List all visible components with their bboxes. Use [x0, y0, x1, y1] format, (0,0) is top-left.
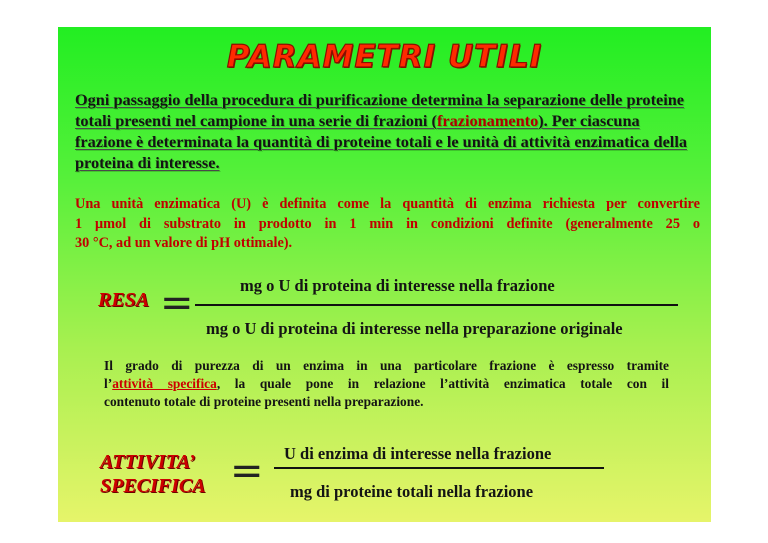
specific-activity-label [100, 450, 206, 498]
specific-activity-label-line2: SPECIFICA [100, 475, 206, 497]
intro-text-before: Ogni passaggio della procedura di purificazione determina la separazione delle proteine totali presenti nel campione in una serie di frazioni ( [75, 90, 685, 130]
purity-paragraph [104, 357, 669, 411]
intro-text-after: ). Per ciascuna frazione è determinata la quantità di proteine totali e le unità di attività enzimatica della proteina di interesse. [75, 111, 687, 172]
intro-paragraph [75, 89, 700, 173]
purity-line2 [104, 375, 669, 393]
specific-activity-term: attività specifica [112, 376, 217, 391]
unit-definition-line3: 30 °C, ad un valore di pH ottimale). [75, 235, 293, 251]
specific-activity-numerator: U di enzima di interesse nella frazione [284, 444, 552, 463]
purity-line1: Il grado di purezza di un enzima in una particolare frazione è espresso tramite [104, 358, 669, 373]
slide [58, 27, 711, 522]
resa-numerator: mg o U di proteina di interesse nella frazione [240, 276, 555, 295]
purity-line2-prefix: l’ [104, 376, 113, 391]
purity-line3: contenuto totale di proteine presenti nella preparazione. [104, 394, 424, 409]
intro-highlight: frazionamento [436, 111, 539, 130]
slide-title: PARAMETRI UTILI [226, 39, 543, 75]
specific-activity-label-line1: ATTIVITA’ [100, 451, 196, 473]
unit-definition-line2: 1 μmol di substrato in prodotto in 1 min in condizioni definite (generalmente 25 o [75, 215, 700, 232]
resa-denominator: mg o U di proteina di interesse nella preparazione originale [206, 319, 623, 338]
resa-fraction-line [195, 304, 678, 306]
resa-label: RESA [98, 289, 150, 311]
resa-equals-sign: = [160, 280, 194, 326]
specific-activity-denominator: mg di proteine totali nella frazione [290, 482, 534, 501]
unit-definition-line1: Una unità enzimatica (U) è definita come la quantità di enzima richiesta per convertire [75, 196, 700, 212]
purity-line2-suffix: , la quale pone in relazione l’attività enzimatica totale con il [216, 376, 669, 391]
specific-activity-fraction-line [274, 467, 604, 469]
specific-activity-equals-sign: = [230, 448, 264, 494]
unit-definition [75, 195, 700, 254]
